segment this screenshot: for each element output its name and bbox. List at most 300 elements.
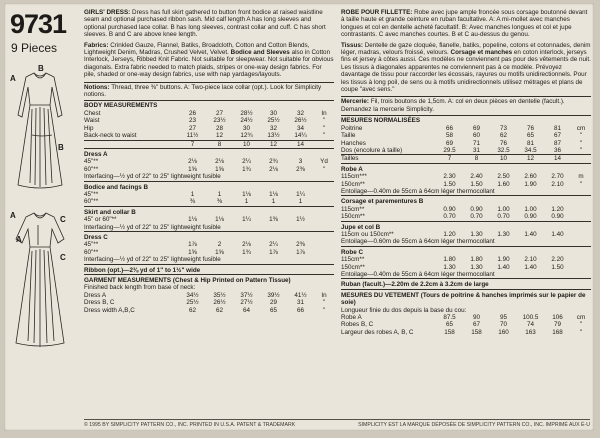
body-row [84, 125, 334, 132]
body-row-value: 12¾ [233, 132, 260, 140]
section-title-text: Dress C [84, 233, 108, 241]
garment-row-value: 65 [269, 306, 277, 314]
garment-row-value: 27½ [240, 299, 253, 307]
yardage-row-value: 3 [298, 158, 303, 166]
yardage-row-value [314, 241, 334, 248]
yardage-row [84, 241, 334, 248]
body-row [341, 140, 591, 147]
body-row-value: 23½ [213, 117, 226, 125]
garment-row-value: 160 [498, 328, 509, 336]
yardage-row-value: 2⅛ [188, 158, 197, 166]
body-row-value: 30 [269, 109, 277, 117]
yardage-row-label: 45"** [84, 190, 99, 198]
yardage-row-label: 115cm*** [341, 173, 367, 181]
garment-row-value: 65 [445, 321, 453, 329]
interfacing-note-text: Entoilage—0.40m de 55cm à 64cm léger thermocollant [341, 188, 591, 196]
english-column [84, 9, 334, 314]
yardage-row-value [314, 198, 334, 206]
body-row [341, 147, 591, 155]
yardage-row-value: 1¼ [242, 216, 251, 224]
yardage-row-value: 1⅝ [215, 248, 224, 256]
garment-row-value: " [322, 299, 326, 307]
garment-row-label: Dress A [84, 291, 107, 299]
interfacing-note-text: Interfacing—½ yd of 22" to 25" lightweight fusible [84, 173, 334, 181]
body-row-value: 13½ [260, 132, 287, 140]
yardage-row-value: 2.30 [443, 173, 456, 181]
view-label-a-low: A [16, 235, 22, 244]
yardage-row-value: 1⅜ [269, 216, 278, 224]
interfacing-note-text: Entoilage—0.60m de 55cm à 64cm léger thermocollant [341, 238, 591, 246]
yardage-row-value: 1⅞ [269, 248, 278, 256]
garment-row-value: 168 [552, 328, 563, 336]
body-row-value: 27 [215, 109, 223, 117]
yardage-row-value: 2.70 [551, 173, 564, 181]
body-row-value: " [322, 124, 326, 132]
description-fr: ROBE POUR FILLETTE: Robe avec jupe ample froncée sous corsage boutonné devant à taille haute et grande ceinture en ruban facultative. A: A mi-mollet avec manches longues et col en dentelle acheté facultatif. B: Avec manches longues et col et jupe contrastants. C avec manches courtes. B et C au-dessus du genou. [341, 9, 588, 39]
yardage-row-value: 1.90 [497, 256, 510, 264]
garment-row-value: 90 [472, 314, 480, 322]
section-title-text: Robe A [341, 165, 363, 173]
garment-row-value: In [321, 291, 327, 299]
view-label-b-bottom: B [58, 143, 64, 152]
yardage-row-value: 2.10 [524, 256, 537, 264]
yardage-row [341, 213, 591, 221]
yardage-row-value [571, 213, 591, 221]
body-row-value: 71 [472, 139, 480, 147]
yardage-row-value: 1.80 [470, 256, 483, 264]
body-row-value: In [321, 109, 327, 117]
yardage-row-value: 2⅜ [296, 241, 305, 249]
garment-row-value: 70 [499, 321, 507, 329]
sizes-row-value: 14 [287, 140, 314, 148]
yardage-row [84, 249, 334, 256]
yardage-row-value: " [322, 165, 326, 173]
body-row-label: Taille [341, 132, 356, 140]
yardage-row-label: 45"** [84, 158, 99, 166]
garment-row-value: " [579, 321, 583, 329]
garment-row-value: 67 [472, 321, 480, 329]
garment-row-value: 37½ [240, 291, 253, 299]
garment-row-value: 87.5 [443, 314, 456, 322]
body-row-value: 34.5 [517, 147, 544, 155]
yardage-row [84, 198, 334, 206]
yardage-row-value: 2.60 [524, 173, 537, 181]
body-row-value: 60 [472, 132, 480, 140]
yardage-row-value: 2 [217, 241, 222, 249]
garment-row-value: 26½ [213, 299, 226, 307]
body-row-value: 62 [499, 132, 507, 140]
yardage-row-value: 1 [233, 198, 260, 206]
yardage-row-value: 1⅛ [215, 216, 224, 224]
yardage-row-value [314, 191, 334, 198]
yardage-row-label: 115cm** [341, 256, 365, 264]
view-label-a-top: A [10, 74, 16, 83]
yardage-row-value: 1.20 [443, 230, 456, 238]
description: GIRLS' DRESS: Dress has full skirt gathered to button front bodice at raised waistline seam and optional purchased ribbon sash. Mid calf length A has long sleeves and optional purchased lace collar. B has long sleeves, contrast collar and cuff. C has short sleeves. B and C are above knee length. [84, 9, 326, 39]
yardage-row [84, 216, 334, 223]
body-row-value: 69 [445, 139, 453, 147]
section-title-text: Dress A [84, 150, 108, 158]
sizes-row [341, 155, 591, 163]
yardage-row-value: 1⅝ [188, 165, 197, 173]
interfacing-note [341, 238, 591, 246]
sizes-row [84, 140, 334, 148]
fabrics-fr: Tissus: Dentelle de gaze cloquée, flanelle, batiks, popeline, cotons et cotonnades, denim léger, madras, velours froissé, velours. Corsage et manches en coton interlock, jerseys fins et jersey à côtes aussi. Ces modèles ne conviennent pas pour des vêtements de nuit. Les tissus à diagonales apparentes ne conviennent pas à ce modèle. Prévoyez davantage de tissu pour raccorder les écossais, rayures ou motifs unidirectionnels. Pour les tissus à long poil, de sens ou à motifs unidirectionnels utilisez métrages et plans de coupe "avec sens." [341, 41, 591, 94]
notions: Notions: Thread, three ⅜" buttons. A: Two-piece lace collar (opt.). Look for Simplicity notions. [84, 82, 334, 99]
sizes-row-value: 7 [179, 140, 206, 148]
yardage-row [341, 231, 591, 238]
garment-row-value: 163 [525, 328, 536, 336]
section-title [341, 196, 591, 206]
yardage-row-value: 1½ [296, 216, 305, 224]
yardage-row-value: 0.70 [436, 213, 463, 221]
body-row-value: 76 [526, 124, 534, 132]
yardage-row-value: 1⅝ [188, 248, 197, 256]
body-row-value: 31 [463, 147, 490, 155]
interfacing-note-text: Interfacing—½ yd of 22" to 25" lightweight fusible [84, 224, 334, 232]
ribbon-note-text: Ruban (facult.)—2.20m de 2.2cm à 3.2cm de large [341, 279, 591, 289]
yardage-row-value: 1.40 [524, 263, 537, 271]
body-row-value: 27 [188, 124, 196, 132]
body-row-value: 81 [526, 139, 534, 147]
yardage-row-value [571, 256, 591, 263]
body-row-value: 73 [499, 124, 507, 132]
sizes-row-label [84, 140, 179, 148]
body-row [84, 132, 334, 140]
body-row-value: 12 [206, 132, 233, 140]
yardage-row-value: 1 [287, 198, 314, 206]
interfacing-note-text: Entoilage—0.40m de 55cm à 64cm léger thermocollant [341, 271, 591, 279]
garment-row-value: 25½ [186, 299, 199, 307]
yardage-row-value: 0.70 [463, 213, 490, 221]
sizes-row-value: 8 [463, 155, 490, 163]
garment-measurements-header-text: GARMENT MEASUREMENTS (Chest & Hip Printed on Pattern Tissue) [84, 277, 291, 284]
yardage-row [341, 206, 591, 213]
yardage-row-value: 2¼ [242, 158, 251, 166]
section-title [341, 221, 591, 231]
body-measurements-header-text: MESURES NORMALISÉES [341, 116, 591, 125]
garment-row [84, 299, 334, 306]
yardage-row-label: 45" or 60"** [84, 216, 117, 224]
footer-right: SIMPLICITY EST LA MARQUE DÉPOSÉE DE SIMPLICITY PATTERN CO., INC. IMPRIMÉ AUX É-U [358, 422, 590, 428]
yardage-row-value: 1⅝ [215, 165, 224, 173]
body-row-value: 67 [553, 132, 561, 140]
fabrics: Fabrics: Crinkled Gauze, Flannel, Batiks, Broadcloth, Cotton and Cotton Blends, Lightweight Denim, Madras, Crushed Velvet, Velvet. Bodice and Sleeves also in Cotton Interlock, Jerseys, Ribbed Knit Fabric. Not suitable for sleepwear. Not suitable for obvious diagonals. Extra fabric needed to match plaids, stripes or one-way design fabrics. For pile, shaded or one-way design fabrics, use with nap yardages/layouts. [84, 41, 334, 79]
yardage-row-value: 1.30 [443, 263, 456, 271]
copyright-footer [84, 419, 590, 428]
garment-row-value: 74 [526, 321, 534, 329]
garment-row [341, 321, 591, 328]
body-row-value: 58 [445, 132, 453, 140]
yardage-row-value: 0.70 [490, 213, 517, 221]
body-row-value: 76 [499, 139, 507, 147]
yardage-row-label: 150cm** [341, 263, 365, 271]
yardage-row [84, 166, 334, 173]
sizes-row-value: 14 [544, 155, 571, 163]
yardage-row-value: 1.30 [470, 230, 483, 238]
french-measurement-table [341, 115, 591, 336]
body-row-value: 32 [269, 124, 277, 132]
body-row-value: " [571, 147, 591, 155]
yardage-row-value: 1.60 [497, 180, 510, 188]
section-title [84, 231, 334, 241]
garment-measurements-header-text: MESURES DU VETEMENT (Tours de poitrine & hanches imprimés sur le papier de soie) [341, 291, 586, 307]
yardage-row-value [314, 216, 334, 223]
garment-row [84, 292, 334, 299]
garment-row-label: Robe A [341, 314, 362, 322]
garment-row-value: 62 [215, 306, 223, 314]
body-row-value: 11½ [179, 132, 206, 140]
yardage-row-label: 45"** [84, 241, 99, 249]
garment-row-value: 35½ [213, 291, 226, 299]
garment-row-value: 158 [444, 328, 455, 336]
pattern-number: 9731 [10, 9, 67, 39]
body-row-value: 26½ [294, 117, 307, 125]
body-row-value: " [322, 117, 326, 125]
body-row-value: 69 [472, 124, 480, 132]
garment-row-value: 79 [553, 321, 561, 329]
garment-subheader-text: Finished back length from base of neck: [84, 284, 196, 292]
yardage-row [341, 181, 591, 188]
yardage-row-label: 60"** [84, 248, 99, 256]
yardage-row-value: 2¼ [269, 241, 278, 249]
garment-row-value: 66 [296, 306, 304, 314]
yardage-row-label: 115cm** [341, 205, 365, 213]
yardage-row-value: Yd [320, 158, 328, 166]
view-label-c-mid: C [60, 215, 66, 224]
yardage-row-value: 0.90 [470, 205, 483, 213]
body-measurements-header [341, 116, 591, 125]
body-measurements-header-text: BODY MEASUREMENTS [84, 101, 334, 110]
yardage-row-value: 1¼ [296, 190, 305, 198]
body-row-label: Chest [84, 109, 101, 117]
body-row [84, 117, 334, 124]
body-row-value: 25½ [267, 117, 280, 125]
garment-row [341, 329, 591, 336]
body-row [341, 132, 591, 139]
yardage-row-value: ⅜ [179, 198, 206, 206]
french-column [341, 9, 591, 336]
english-measurement-table [84, 100, 334, 314]
body-row-label: Waist [84, 117, 100, 125]
section-title-text: Bodice and facings B [84, 183, 149, 191]
yardage-row-value: 2.50 [497, 173, 510, 181]
yardage-row-value: 1⅛ [188, 216, 197, 224]
body-row-value: 29.5 [436, 147, 463, 155]
garment-row-value: 39½ [267, 291, 280, 299]
dress-back-view-a-b-sketch [8, 65, 72, 205]
section-title [84, 206, 334, 216]
yardage-row-value: 1 [260, 198, 287, 206]
ribbon-note-text: Ribbon (opt.)—2⅜ yd of 1" to 1½" wide [84, 264, 334, 274]
yardage-row-label: 60"** [84, 198, 179, 206]
section-title-text: Jupe et col B [341, 223, 381, 231]
body-row-label: Dos (encolure à taille) [341, 147, 436, 155]
yardage-row-value: 1⅞ [188, 241, 197, 249]
garment-row-value: 100.5 [522, 314, 539, 322]
interfacing-note [341, 188, 591, 196]
body-row-value: 26 [188, 109, 196, 117]
body-row-value: 28½ [240, 109, 253, 117]
yardage-row-value: 1 [217, 190, 222, 198]
yardage-row [84, 191, 334, 198]
garment-row-value: " [579, 328, 583, 336]
yardage-row-value: 1.40 [497, 263, 510, 271]
yardage-row-value: 2⅛ [269, 165, 278, 173]
garment-row-value: 62 [188, 306, 196, 314]
section-title [341, 163, 591, 173]
yardage-row-value: 1.90 [524, 180, 537, 188]
yardage-row-value: 1.50 [443, 180, 456, 188]
dress-back-view-a-c-sketch [8, 203, 72, 353]
yardage-row-value: 1.20 [551, 205, 564, 213]
garment-row-value: 34½ [186, 291, 199, 299]
garment-row [341, 314, 591, 321]
body-row-label: Poitrine [341, 124, 363, 132]
garment-row-label: Robes B, C [341, 321, 374, 329]
ribbon-note [84, 264, 334, 274]
sizes-row-value [571, 155, 591, 163]
interfacing-note [84, 224, 334, 232]
yardage-row-value: 1.30 [497, 230, 510, 238]
garment-subheader-text: Longueur finie du dos depuis la base du cou: [341, 306, 467, 314]
body-row-value: 34 [296, 124, 304, 132]
yardage-row [341, 264, 591, 271]
body-row-value: " [579, 139, 583, 147]
garment-row-label: Dress width A,B,C [84, 306, 135, 314]
garment-row-value: 29 [269, 299, 277, 307]
garment-row-value: cm [576, 314, 586, 322]
interfacing-note-text: Interfacing—½ yd of 22" to 25" lightweight fusible [84, 256, 334, 264]
body-row-value: 14¼ [287, 132, 314, 140]
yardage-row-label: 150cm** [341, 213, 436, 221]
sizes-row-value: 10 [233, 140, 260, 148]
yardage-row-value: 1 [190, 190, 195, 198]
body-row-label: Hip [84, 124, 94, 132]
yardage-row-value: 1⅛ [269, 190, 278, 198]
body-row-value: 30 [242, 124, 250, 132]
yardage-row-label: 150cm** [341, 180, 365, 188]
garment-row-value: 31 [296, 299, 304, 307]
garment-row-label: Dress B, C [84, 299, 115, 307]
yardage-row [84, 158, 334, 165]
interfacing-note [84, 256, 334, 264]
yardage-row [341, 173, 591, 180]
yardage-row-value: 1.40 [551, 230, 564, 238]
sizes-row-value: 10 [490, 155, 517, 163]
yardage-row-value: 1⅞ [296, 248, 305, 256]
sizes-row-value: 12 [260, 140, 287, 148]
garment-row-value: 158 [471, 328, 482, 336]
notions-fr: Mercerie: Fil, trois boutons de 1,5cm. A: col en deux pièces en dentelle (facult.). Demandez la mercerie Simplicity. [341, 96, 591, 113]
view-label-c-low: C [60, 253, 66, 262]
garment-measurements-header [341, 289, 591, 306]
garment-row-value: " [322, 306, 326, 314]
yardage-row-value: 0.90 [544, 213, 571, 221]
view-label-b-top: B [38, 64, 44, 73]
yardage-row-value: 1.40 [524, 230, 537, 238]
yardage-row-value: 1.00 [524, 205, 537, 213]
yardage-row-value: 2⅜ [296, 165, 305, 173]
yardage-row-value: 1⅛ [242, 190, 251, 198]
yardage-row-value: 0.90 [443, 205, 456, 213]
body-measurements-header [84, 101, 334, 110]
garment-row-value: 95 [499, 314, 507, 322]
body-row-value: 65 [526, 132, 534, 140]
interfacing-note [84, 173, 334, 181]
body-row-value: " [314, 132, 334, 140]
garment-row-value: 106 [552, 314, 563, 322]
body-row-label: Back-neck to waist [84, 132, 179, 140]
body-row-value: cm [576, 124, 586, 132]
yardage-row-value: m [578, 173, 584, 181]
garment-measurements-header [84, 275, 334, 285]
yardage-row-value: 0.90 [517, 213, 544, 221]
yardage-row-value: ⅜ [206, 198, 233, 206]
yardage-row-value: 2.40 [470, 173, 483, 181]
body-row-value: 24½ [240, 117, 253, 125]
sizes-row-value: 8 [206, 140, 233, 148]
yardage-row-value: 1¾ [242, 165, 251, 173]
section-title-text: Skirt and collar B [84, 208, 136, 216]
section-title [84, 181, 334, 191]
interfacing-note [341, 271, 591, 279]
yardage-row-value: 1¾ [242, 248, 251, 256]
yardage-row-value: 2.20 [551, 256, 564, 264]
garment-row-label: Largeur des robes A, B, C [341, 328, 414, 336]
body-row-value: 87 [553, 139, 561, 147]
footer-left: © 1995 BY SIMPLICITY PATTERN CO., INC. PRINTED IN U.S.A. PATENT & TRADEMARK [84, 422, 296, 428]
body-row [84, 110, 334, 117]
yardage-row-value: 2⅛ [215, 158, 224, 166]
yardage-row-label: 60"** [84, 165, 99, 173]
body-row-value: 28 [215, 124, 223, 132]
yardage-row-label: 115cm ou 150cm** [341, 230, 394, 238]
yardage-row-value: 1.50 [470, 180, 483, 188]
body-row-label: Hanches [341, 139, 366, 147]
sizes-row-value [314, 140, 334, 148]
yardage-row-value [571, 231, 591, 238]
sizes-row-label: Tailles [341, 155, 436, 163]
body-row-value: 32 [296, 109, 304, 117]
yardage-row-value [314, 249, 334, 256]
garment-subheader [341, 307, 591, 314]
garment-row-value: 41½ [294, 291, 307, 299]
yardage-row-value: 1.30 [470, 263, 483, 271]
sizes-row-value: 7 [436, 155, 463, 163]
body-row-value: " [579, 132, 583, 140]
yardage-row-value: 2.10 [551, 180, 564, 188]
yardage-row-value: 1.50 [551, 263, 564, 271]
yardage-row-value: " [579, 180, 583, 188]
yardage-row-value: 2¾ [269, 158, 278, 166]
garment-subheader [84, 284, 334, 291]
yardage-row-value [571, 264, 591, 271]
section-title-text: Corsage et parementures B [341, 198, 424, 206]
garment-row [84, 307, 334, 314]
section-title-text: Robe C [341, 248, 364, 256]
yardage-row-value: 1.80 [443, 256, 456, 264]
body-row-value: 32.5 [490, 147, 517, 155]
yardage-row [341, 256, 591, 263]
section-title [341, 246, 591, 256]
pattern-envelope-back [4, 3, 594, 431]
yardage-row-value [571, 206, 591, 213]
section-title [84, 148, 334, 158]
body-row-value: 81 [553, 124, 561, 132]
body-row-value: 23 [188, 117, 196, 125]
body-row-value: 66 [445, 124, 453, 132]
